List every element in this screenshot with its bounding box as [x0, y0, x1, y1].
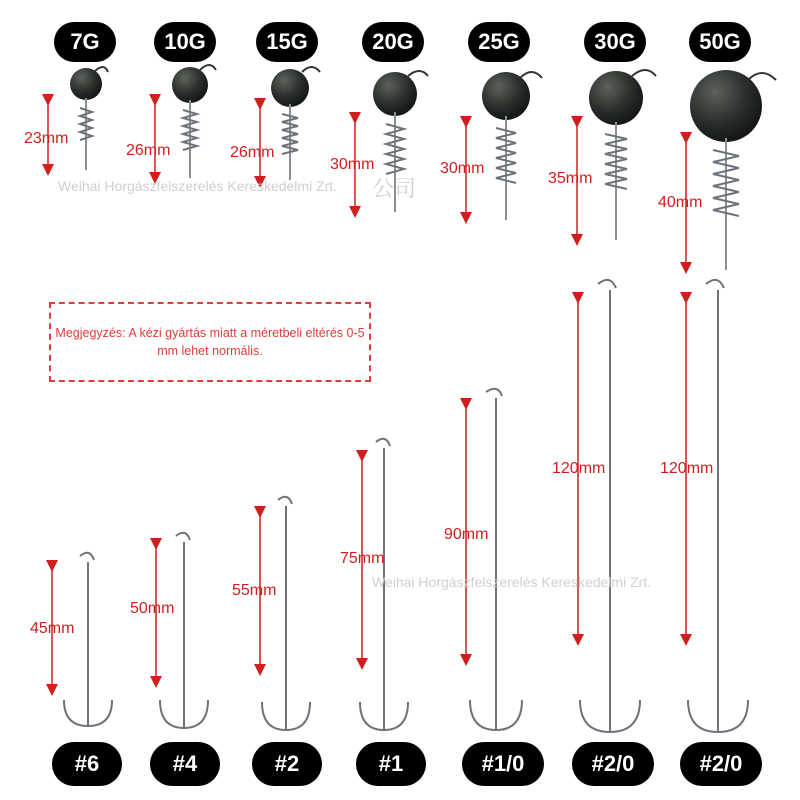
weight-badge-7g: 7G [54, 22, 116, 62]
treble-hook-2-0-a [578, 280, 640, 732]
hook-size-badge-1: #1 [356, 742, 426, 786]
length-label-hook-2-0-a: 120mm [552, 460, 606, 477]
hook-size-badge-2-0-a: #2/0 [572, 742, 654, 786]
length-label-hook-4: 50mm [130, 600, 175, 617]
watermark-top: Weihai Horgászfelszerelés Kereskedelmi Zrt. [58, 178, 338, 194]
length-label-20g: 30mm [330, 156, 375, 173]
jig-head-7g [48, 67, 108, 170]
length-label-7g: 23mm [24, 130, 69, 147]
jig-head-30g [577, 70, 656, 240]
length-label-hook-6: 45mm [30, 620, 75, 637]
weight-badge-20g: 20G [362, 22, 424, 62]
weight-badge-25g: 25G [468, 22, 530, 62]
jig-head-50g [686, 70, 776, 270]
jig-head-10g [155, 65, 216, 178]
length-label-30g: 35mm [548, 170, 593, 187]
weight-badge-50g: 50G [689, 22, 751, 62]
treble-hook-1-0 [466, 389, 522, 730]
jig-head-15g [260, 67, 320, 182]
treble-hook-2-0-b [686, 280, 748, 732]
hook-size-badge-1-0: #1/0 [462, 742, 544, 786]
weight-badge-30g: 30G [584, 22, 646, 62]
length-label-hook-1-0: 90mm [444, 526, 489, 543]
length-label-25g: 30mm [440, 160, 485, 177]
hook-size-badge-2-0-b: #2/0 [680, 742, 762, 786]
hook-size-badge-6: #6 [52, 742, 122, 786]
treble-hook-2 [260, 497, 310, 730]
length-label-50g: 40mm [658, 194, 703, 211]
watermark-bottom: Weihai Horgászfelszerelés Kereskedelmi Zrt. [372, 574, 652, 590]
treble-hook-4 [156, 533, 208, 728]
treble-hook-6 [52, 553, 112, 726]
length-label-hook-2-0-b: 120mm [660, 460, 714, 477]
length-label-hook-2: 55mm [232, 582, 277, 599]
hook-size-badge-2: #2 [252, 742, 322, 786]
watermark-cn: 公司 [372, 176, 417, 201]
jig-head-25g [466, 72, 542, 220]
hook-size-badge-4: #4 [150, 742, 220, 786]
length-label-hook-1: 75mm [340, 550, 385, 567]
weight-badge-15g: 15G [256, 22, 318, 62]
tolerance-note: Megjegyzés: A kézi gyártás miatt a méretbeli eltérés 0-5 mm lehet normális. [49, 302, 371, 382]
weight-badge-10g: 10G [154, 22, 216, 62]
length-label-10g: 26mm [126, 142, 171, 159]
length-label-15g: 26mm [230, 144, 275, 161]
